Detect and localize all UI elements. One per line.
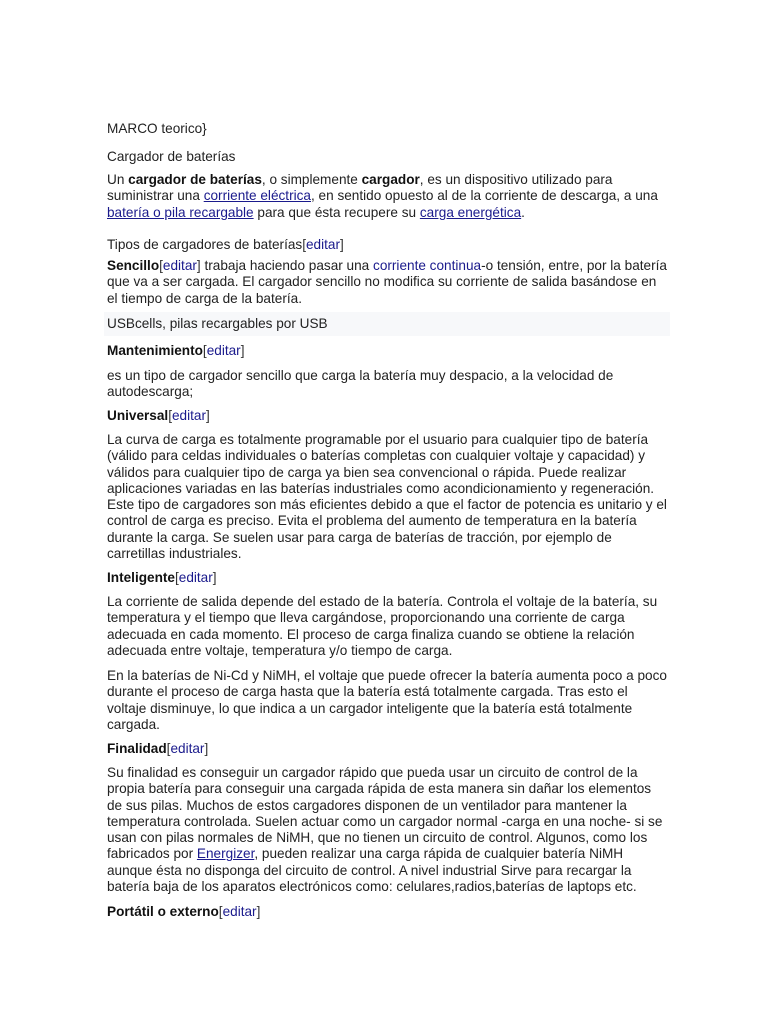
term-cargador: cargador xyxy=(361,172,420,187)
usbcells-caption: USBcells, pilas recargables por USB xyxy=(104,312,670,336)
sencillo-paragraph: Sencillo[editar] trabaja haciendo pasar una corriente continua-o tensión, entre, por la batería que va a ser cargada. El cargador sencillo no modifica su corriente de salida basándose en el tiempo de carga de la batería. xyxy=(107,258,667,306)
link-energizer[interactable]: Energizer xyxy=(196,846,255,862)
term-cargador-de-baterias: cargador de baterías xyxy=(128,172,262,187)
finalidad-paragraph: Su finalidad es conseguir un cargador rápido que pueda usar un circuito de control de la propia batería para conseguir una cargada rápida de esta manera sin dañar los elementos de sus pilas. Muchos de estos cargadores disponen de un ventilador para mantener la temperatura controlada. Suelen actuar como un cargador normal -carga en una noche- si se usan con pilas normales de NiMH, que no tienen un circuito de control. Algunos, como los fabricados por Energizer, pueden realizar una carga rápida de cualquier batería NiMH aunque ésta no disponga del circuito de control. A nivel industrial Sirve para recargar la batería baja de los aparatos electrónicos como: celulares,radios,baterías de laptops etc. xyxy=(107,765,663,895)
inteligente-paragraph-1: La corriente de salida depende del estado de la batería. Controla el voltaje de la batería, su temperatura y el tiempo que lleva cargándose, proporcionando una corriente de carga adecuada en cada momento. El proceso de carga finaliza cuando se obtiene la relación adecuada entre voltaje, temperatura y/o tiempo de carga. xyxy=(107,594,658,658)
link-corriente-electrica[interactable]: corriente eléctrica xyxy=(203,188,311,204)
inteligente-heading: Inteligente[editar] xyxy=(107,570,217,585)
mantenimiento-heading: Mantenimiento[editar] xyxy=(107,343,245,358)
inteligente-paragraph-2: En la baterías de Ni-Cd y NiMH, el voltaje que puede ofrecer la batería aumenta poco a poco durante el proceso de carga hasta que la batería está totalmente cargada. Tras esto el voltaje disminuye, lo que indica a un cargador inteligente que la batería está totalmente cargada. xyxy=(107,668,667,732)
mantenimiento-paragraph: es un tipo de cargador sencillo que carga la batería muy despacio, a la velocidad de autodescarga; xyxy=(107,368,614,400)
sencillo-heading: Sencillo xyxy=(107,258,160,273)
edit-link-portatil[interactable]: editar xyxy=(222,904,257,919)
universal-paragraph: La curva de carga es totalmente programable por el usuario para cualquier tipo de batería (válido para celdas individuales o baterías completas con cualquier voltaje y capacidad) y válidos para cualquier tipo de carga ya bien sea convencional o rápida. Puede realizar aplicaciones variadas en las baterías industriales como acondicionamiento y regeneración. Este tipo de cargadores son más eficientes debido a que el factor de potencia es unitario y el control de carga es preciso. Evita el problema del aumento de temperatura en la batería durante la carga. Se suelen usar para carga de baterías de tracción, por ejemplo de carretillas industriales. xyxy=(107,432,667,562)
universal-heading: Universal[editar] xyxy=(107,408,210,423)
edit-link-sencillo[interactable]: editar xyxy=(162,258,197,273)
edit-link-inteligente[interactable]: editar xyxy=(178,570,213,585)
link-corriente-continua[interactable]: corriente continua xyxy=(373,258,482,273)
document-title: MARCO teorico} xyxy=(107,121,207,136)
finalidad-heading: Finalidad[editar] xyxy=(107,741,209,756)
tipos-heading: Tipos de cargadores de baterías[editar] xyxy=(107,237,344,252)
intro-paragraph: Un cargador de baterías, o simplemente cargador, es un dispositivo utilizado para suministrar una corriente eléctrica, en sentido opuesto al de la corriente de descarga, a una batería o pila recargable para que ésta recupere su carga energética. xyxy=(107,172,658,220)
link-bateria-recargable[interactable]: batería o pila recargable xyxy=(107,204,254,220)
link-carga-energetica[interactable]: carga energética xyxy=(419,204,522,220)
section-heading: Cargador de baterías xyxy=(107,149,236,164)
edit-link-tipos[interactable]: editar xyxy=(306,237,341,252)
edit-link-mantenimiento[interactable]: editar xyxy=(206,343,241,358)
portatil-heading: Portátil o externo[editar] xyxy=(107,904,261,919)
edit-link-finalidad[interactable]: editar xyxy=(170,741,205,756)
edit-link-universal[interactable]: editar xyxy=(172,408,207,423)
